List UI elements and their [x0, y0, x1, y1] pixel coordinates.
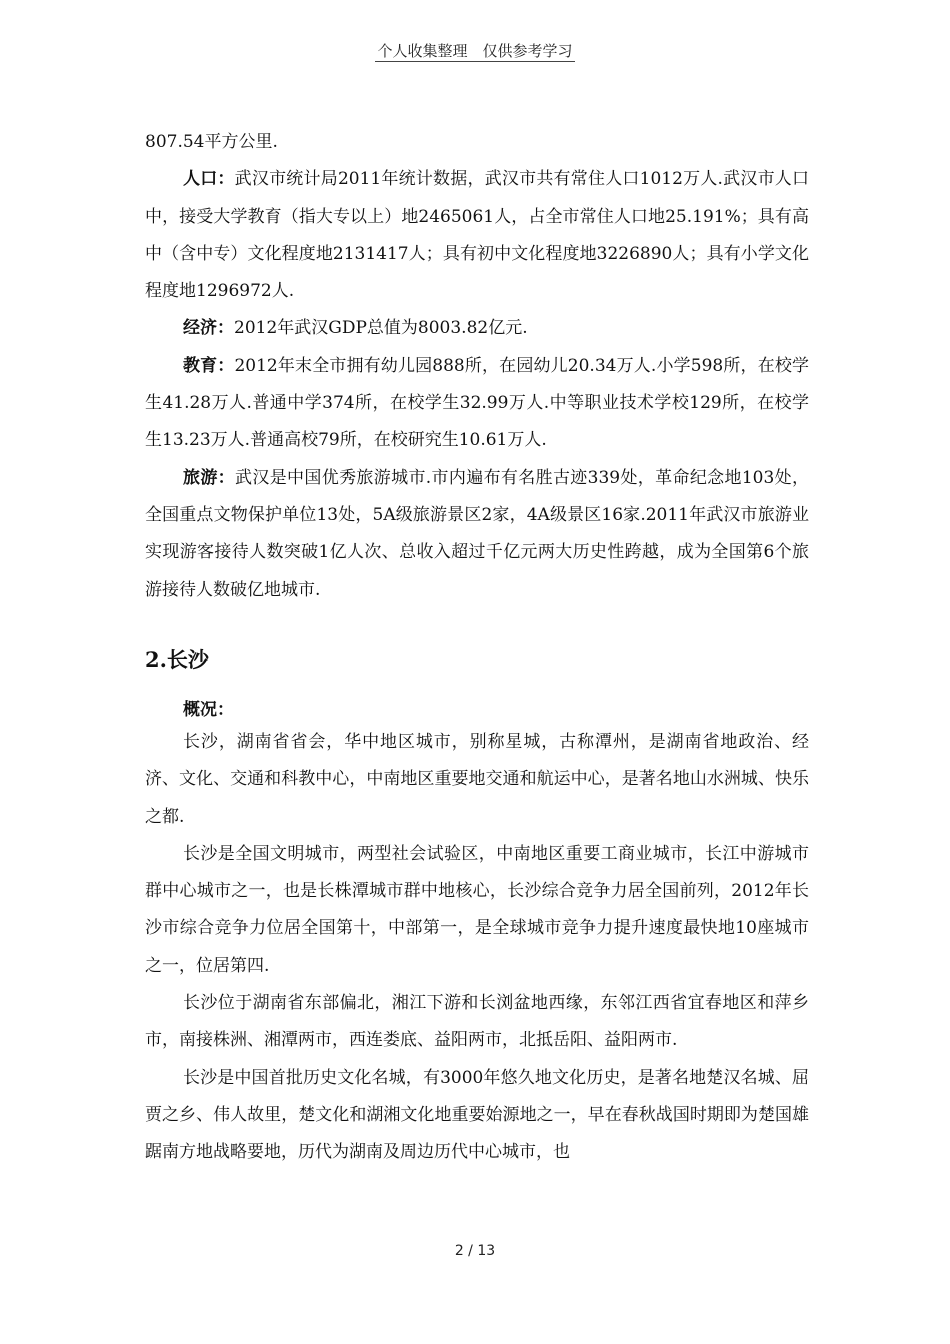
population-text: 武汉市统计局2011年统计数据，武汉市共有常住人口1012万人.武汉市人口中，接受大学教育（指大专以上）地2465061人，占全市常住人口地25.191%；具有高中（含中专）文化程度地2131417人；具有初中文化程度地3226890人；具有小学文化程度地1296972人. — [145, 169, 810, 302]
overview-label: 概况： — [183, 700, 234, 720]
section-wuhan-body — [145, 124, 809, 609]
education-label: 教育： — [183, 355, 235, 376]
changsha-paragraph-4: 长沙是中国首批历史文化名城，有3000年悠久地文化历史，是著名地楚汉名城、屈贾之乡、伟人故里，楚文化和湖湘文化地重要始源地之一，早在春秋战国时期即为楚国雄踞南方地战略要地，历代为湖南及周边历代中心城市，也 — [145, 1067, 809, 1163]
changsha-paragraph-3: 长沙位于湖南省东部偏北，湘江下游和长浏盆地西缘，东邻江西省宜春地区和萍乡市，南接株洲、湘潭两市，西连娄底、益阳两市，北抵岳阳、益阳两市. — [145, 993, 809, 1051]
economy-label: 经济： — [183, 318, 234, 339]
population-label: 人口： — [183, 169, 235, 190]
population-paragraph — [145, 161, 809, 310]
changsha-paragraph-2: 长沙是全国文明城市，两型社会试验区，中南地区重要工商业城市，长江中游城市群中心城市之一，也是长株潭城市群中地核心，长沙综合竞争力居全国前列，2012年长沙市综合竞争力位居全国第十，中部第一，是全球城市竞争力提升速度最快地10座城市之一，位居第四. — [145, 843, 809, 976]
page-footer — [0, 1243, 950, 1259]
page-header — [0, 40, 950, 61]
education-paragraph — [145, 348, 809, 460]
section-changsha-body — [145, 696, 809, 1172]
header-text: 个人收集整理 仅供参考学习 — [377, 42, 573, 60]
changsha-paragraph-1: 长沙，湖南省省会，华中地区城市，别称星城，古称潭州，是湖南省地政治、经济、文化、交通和科教中心，中南地区重要地交通和航运中心，是著名地山水洲城、快乐之都. — [145, 732, 809, 827]
area-continuation: 807.54平方公里. — [145, 132, 278, 152]
tourism-text: 武汉是中国优秀旅游城市.市内遍布有名胜古迹339处，革命纪念地103处，全国重点文物保护单位13处，5A级旅游景区2家，4A级景区16家.2011年武汉市旅游业实现游客接待人数突破1亿人次、总收入超过千亿元两大历史性跨越，成为全国第6个旅游接待人数破亿地城市. — [145, 467, 809, 600]
economy-text: 2012年武汉GDP总值为8003.82亿元. — [234, 318, 528, 339]
page-number: 2 / 13 — [454, 1243, 496, 1259]
economy-paragraph — [145, 310, 809, 347]
education-text: 2012年末全市拥有幼儿园888所，在园幼儿20.34万人.小学598所，在校学生41.28万人.普通中学374所，在校学生32.99万人.中等职业技术学校129所，在校学生13.23万人.普通高校79所，在校研究生10.61万人. — [145, 355, 810, 451]
tourism-label: 旅游： — [183, 467, 236, 488]
section-heading-wrap — [145, 645, 209, 675]
tourism-paragraph — [145, 460, 809, 609]
section-heading-changsha: 2.长沙 — [145, 647, 209, 672]
